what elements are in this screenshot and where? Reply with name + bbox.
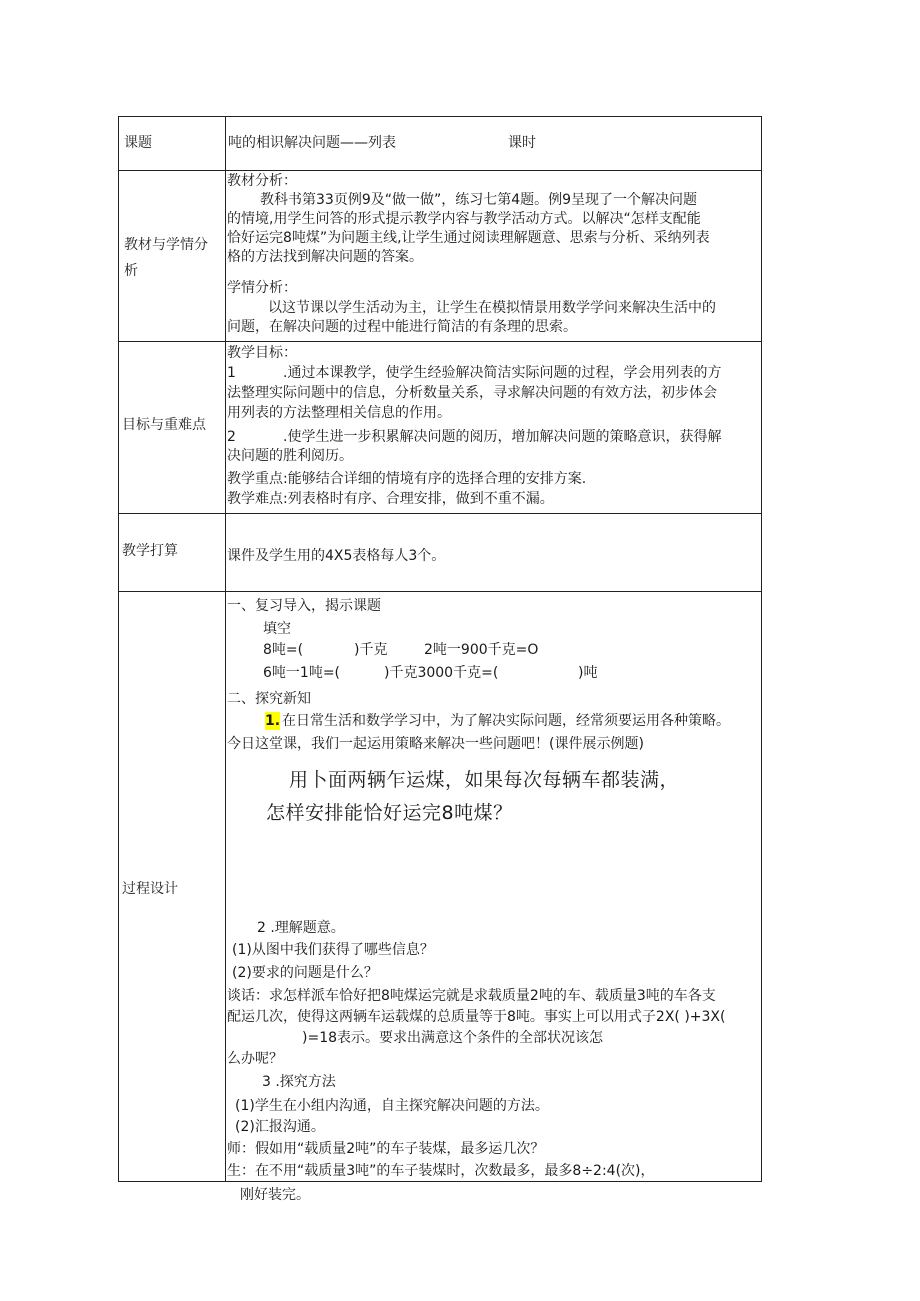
point-1-line: 今日这堂课，我们一起运用策略来解决一些问题吧！(课件展示例题) xyxy=(227,736,644,752)
point-1-number: 1. xyxy=(265,713,281,729)
question-2: (2)要求的问题是什么？ xyxy=(232,965,378,981)
student-answer: 生：在不用“载质量3吨”的车子装煤时，次数最多，最多8÷2:4(次)， xyxy=(227,1163,655,1179)
goals-heading: 教学目标： xyxy=(227,345,297,361)
section-explore: 二、探究新知 xyxy=(227,691,311,707)
material-line: 恰好运完8吨煤”为问题主线,让学生通过阅读理解题意、思索与分析、采纳列表 xyxy=(227,230,710,246)
answer-continuation: 刚好装完。 xyxy=(240,1187,310,1203)
material-heading: 教材分析： xyxy=(227,173,297,189)
talk-line: 么办呢？ xyxy=(227,1051,283,1067)
step-2-heading: 2 .理解题意。 xyxy=(257,920,345,936)
talk-line: )=18表示。要求出满意这个条件的全部状况该怎 xyxy=(302,1030,604,1046)
goal1-line: 用列表的方法整理相关信息的作用。 xyxy=(227,405,451,421)
goals-label: 目标与重难点 xyxy=(122,417,206,433)
period-label: 课时 xyxy=(508,135,536,151)
topic-title: 吨的相识解决问题——列表 xyxy=(228,135,396,151)
process-label: 过程设计 xyxy=(122,881,178,897)
row-divider xyxy=(119,513,761,514)
analysis-label-line1: 教材与学情分 xyxy=(124,237,208,253)
section-review: 一、复习导入，揭示课题 xyxy=(227,598,381,614)
equation-1c: 2吨一900千克=O xyxy=(424,642,539,658)
material-line: 的情境,用学生问答的形式提示教学内容与教学活动方式。以解决“怎样支配能 xyxy=(227,211,701,227)
example-problem-line: 怎样安排能恰好运完8吨煤？ xyxy=(266,802,513,824)
talk-line: 谈话：求怎样派车恰好把8吨煤运完就是求载质量2吨的车、载质量3吨的车各支 xyxy=(227,988,716,1004)
goal1-line: 法整理实际问题中的信息，分析数量关系，寻求解决问题的有效方法，初步体会 xyxy=(227,385,717,401)
row-divider xyxy=(119,170,761,171)
equation-2c: )吨 xyxy=(578,665,598,681)
method-2: (2)汇报沟通。 xyxy=(235,1119,325,1135)
student-heading: 学情分析： xyxy=(227,280,297,296)
point-1-line: 在日常生活和数学学习中，为了解决实际问题，经常须要运用各种策略。 xyxy=(282,713,730,729)
goal1-number: 1 xyxy=(227,365,236,381)
question-1: (1)从图中我们获得了哪些信息？ xyxy=(232,942,434,958)
row-divider xyxy=(119,341,761,342)
teacher-question: 师：假如用“载质量2吨”的车子装煤，最多运几次？ xyxy=(227,1141,545,1157)
row-divider xyxy=(119,591,761,592)
step-3-heading: 3 .探究方法 xyxy=(262,1074,336,1090)
equation-1a: 8吨=( xyxy=(263,642,304,658)
material-line: 格的方法找到解决问题的答案。 xyxy=(227,249,423,265)
goal2-number: 2 xyxy=(227,429,236,445)
topic-label: 课题 xyxy=(124,135,152,151)
material-line: 教科书第33页例9及“做一做”，练习七第4题。例9呈现了一个解决问题 xyxy=(260,192,698,208)
analysis-label-line2: 析 xyxy=(124,263,138,279)
equation-2a: 6吨一1吨=( xyxy=(263,665,341,681)
goal1-line: .通过本课教学，使学生经验解决简洁实际问题的过程，学会用列表的方 xyxy=(283,365,722,381)
equation-2b: )千克3000千克=( xyxy=(384,665,499,681)
example-problem-line: 用卜面两辆乍运煤，如果每次每辆车都装满， xyxy=(289,769,680,791)
student-line: 问题，在解决问题的过程中能进行简洁的有条理的思索。 xyxy=(227,319,577,335)
prep-content: 课件及学生用的4X5表格每人3个。 xyxy=(227,548,446,564)
goal2-line: .使学生进一步积累解决问题的阅历，增加解决问题的策略意识，获得解 xyxy=(283,429,722,445)
goal2-line: 决问题的胜利阅历。 xyxy=(227,448,353,464)
fill-blank-heading: 填空 xyxy=(263,621,291,637)
column-divider xyxy=(225,117,226,1181)
prep-label: 教学打算 xyxy=(122,543,178,559)
equation-1b: )千克 xyxy=(354,642,388,658)
difficulty: 教学难点:列表格时有序、合理安排，做到不重不漏。 xyxy=(227,491,554,507)
key-point: 教学重点:能够结合详细的情境有序的选择合理的安排方案. xyxy=(227,471,587,487)
method-1: (1)学生在小组内沟通，自主探究解决问题的方法。 xyxy=(235,1098,549,1114)
student-line: 以这节课以学生活动为主，让学生在模拟情景用数学学问来解决生活中的 xyxy=(268,300,716,316)
talk-line: 配运几次，使得这两辆车运载煤的总质量等于8吨。事实上可以用式子2X( )+3X( xyxy=(227,1009,726,1025)
